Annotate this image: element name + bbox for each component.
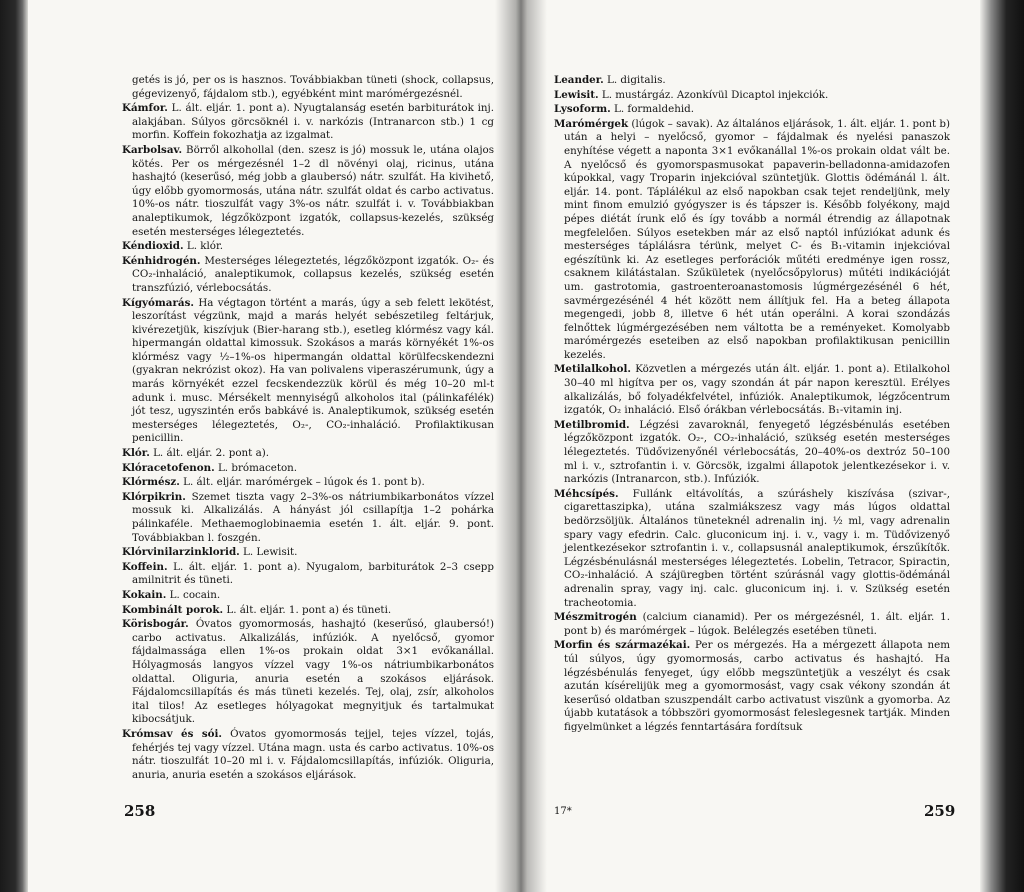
dictionary-entry bbox=[554, 74, 950, 88]
dictionary-entry bbox=[122, 74, 494, 101]
entry-text: Óvatos gyomormosás, hashajtó (keserűsó, glaubersó!) carbo activatus. Alkalizálás, infúziók. A nyelőcső, gyomor fájdalmassága ellen 1%-os prokain oldat 3×1 evőkanállal. Hólyagmosás langyos vízzel vagy 1%-os nátriumbikarbonátos oldattal. Oliguria, anuria esetén a szokásos eljárások. Fájdalomcsillapítás és más tüneti kezelés. Tej, olaj, zsír, alkoholos ital tilos! Az esetleges hólyagokat megnyitjuk és tartalmukat kibocsátjuk. bbox=[132, 618, 494, 726]
entry-headword: Körisbogár. bbox=[122, 618, 189, 631]
dictionary-entry bbox=[122, 462, 494, 476]
entry-headword: Koffein. bbox=[122, 560, 168, 573]
entry-text: L. digitalis. bbox=[607, 74, 666, 86]
entry-text: L. cocain. bbox=[169, 588, 221, 601]
entry-text: Ha végtagon történt a marás, úgy a seb felett lekötést, leszorítást végzünk, majd a marás helyét sebészetileg feltárjuk, kivérezetjük, kiszívjuk (Bier-harang stb.), esetleg klórmész vagy kál. hipermangán oldattal kimossuk. Szokásos a marás környékét 1%-os klórmész vagy ½–1%-os hipermangán oldattal körülfecskendezni (gyakran nekrózist okoz). Ha van polivalens viperaszérumunk, úgy a marás környékét ezzel fecskendezzük körül és még 10–20 ml-t adunk i. musc. Mérsékelt mennyiségű alkoholos ital (pálinkafélék) jót tesz, ugyszintén erős babkávé is. Analeptikumok, szükség esetén mesterséges lélegeztetés, O₂-, CO₂-inhaláció. Profilaktikusan penicillin. bbox=[132, 296, 494, 445]
dictionary-entry bbox=[122, 447, 494, 461]
entry-headword: Méhcsípés. bbox=[554, 487, 619, 500]
entry-headword: Lysoform. bbox=[554, 103, 611, 116]
entry-text: Közvetlen a mérgezés után ált. eljár. 1. pont a). Etilalkohol 30–40 ml higítva per os, vagy szondán át pár napon keresztül. Erélyes alkalizálás, bő folyadékfelvétel, infúziók. Analeptikumok, légzőcentrum izgatók, O₂ inhaláció. Első órákban vérlebocsátás. B₁-vitamin inj. bbox=[564, 363, 950, 417]
left-page bbox=[28, 0, 520, 892]
entry-text: Légzési zavaroknál, fenyegető légzésbénulás esetében légzőközpont izgatók. O₂-, CO₂-inhaláció, szükség esetén mesterséges lélegeztetés. Tüdővizenyőnél vérlebocsátás, 20–40%-os dextróz 50–100 ml i. v., sztrofantin i. v. Görcsök, izgalmi állapotok jelentkezésekor i. v. narkózis (Intranarcon, stb.). Infúziók. bbox=[564, 418, 950, 486]
dictionary-entry bbox=[554, 488, 950, 610]
dictionary-entry bbox=[122, 476, 494, 490]
dictionary-entry bbox=[554, 611, 950, 638]
entry-text: L. formaldehid. bbox=[614, 103, 695, 116]
entry-text: L. ált. eljár. 1. pont a). Nyugalom, barbiturátok 2–3 csepp amilnitrit és tüneti. bbox=[132, 560, 494, 587]
dictionary-entry bbox=[122, 618, 494, 727]
entry-text: L. ált. eljár. marómérgek – lúgok és 1. pont b). bbox=[183, 476, 425, 489]
entry-text: Per os mérgezés. Ha a mérgezett állapota nem túl súlyos, úgy gyomormosás, carbo activatus és hashajtó. Ha légzésbénulás fenyeget, úgy előbb megszüntetjük a veszélyt és csak azután kísérelijük meg a gyomormosást, vagy csak vékony szondán át keserűsó oldatban szuszpendált carbo activatust viszünk a gyomorba. Az újabb kutatások a tóbbszöri gyomormosást feleslegesnek tartják. Minden figyelmünket a légzés fenntartására fordítsuk bbox=[564, 639, 950, 733]
entry-headword: Klórvinilarzinklorid. bbox=[122, 546, 240, 559]
dictionary-entry bbox=[554, 419, 950, 487]
entry-headword: Marómérgek bbox=[554, 117, 629, 130]
entry-text: L. ált. eljár. 2. pont a). bbox=[153, 447, 269, 460]
entry-text: L. Lewisit. bbox=[243, 546, 298, 559]
entry-text: getés is jó, per os is hasznos. Továbbiakban tüneti (shock, collapsus, gégevizenyő, fájdalom stb.), egyébként mint marómérgezésnél. bbox=[132, 74, 494, 100]
left-page-text-column bbox=[122, 74, 494, 783]
entry-text: L. ált. eljár. 1. pont a). Nyugtalanság esetén barbiturátok inj. alakjában. Súlyos görcsöknél i. v. narkózis (Intranarcon stb.) 1 cg morfin. Koffein fokozhatja az izgalmat. bbox=[132, 102, 494, 142]
right-page-text-column bbox=[554, 74, 950, 736]
entry-text: (calcium cianamid). Per os mérgezésnél, 1. ált. eljár. 1. pont b) és marómérgek – lúgok. Belélegzés esetében tüneti. bbox=[564, 611, 950, 637]
page-number-left: 258 bbox=[124, 802, 156, 820]
entry-text: Szemet tiszta vagy 2–3%-os nátriumbikarbonátos vízzel mossuk ki. Alkalizálás. A hányást jól csillapítja 1–2 pohárka pálinkaféle. Methaemoglobinaemia esetén 1. ált. eljár. 9. pont. Továbbiakban l. foszgén. bbox=[132, 490, 494, 544]
entry-text: L. mustárgáz. Azonkívül Dicaptol injekciók. bbox=[601, 88, 829, 101]
dictionary-entry bbox=[122, 728, 494, 782]
entry-text: L. klór. bbox=[186, 240, 224, 253]
entry-headword: Metilalkohol. bbox=[554, 363, 631, 376]
page-number-right: 259 bbox=[924, 802, 956, 820]
entry-headword: Kombinált porok. bbox=[122, 603, 224, 616]
dictionary-entry bbox=[122, 491, 494, 545]
entry-headword: Klórmész. bbox=[122, 476, 180, 489]
entry-headword: Kokain. bbox=[122, 588, 167, 601]
dictionary-entry bbox=[554, 89, 950, 103]
entry-headword: Kéndioxid. bbox=[122, 240, 184, 253]
entry-headword: Lewisit. bbox=[554, 88, 599, 101]
entry-text: Óvatos gyomormosás tejjel, tejes vízzel, tojás, fehérjés tej vagy vízzel. Utána magn. usta és carbo activatus. 10%-os nátr. tioszulfát 10–20 ml i. v. Fájdalomcsillapítás, infúziók. Oliguria, anuria, anuria esetén a szokásos eljárások. bbox=[132, 727, 494, 781]
entry-headword: Klóracetofenon. bbox=[122, 461, 215, 474]
entry-text: L. ált. eljár. 1. pont a) és tüneti. bbox=[226, 603, 392, 616]
dictionary-entry bbox=[122, 102, 494, 143]
entry-headword: Klór. bbox=[122, 447, 150, 460]
dictionary-entry bbox=[554, 639, 950, 734]
dictionary-entry bbox=[122, 604, 494, 618]
dictionary-entry bbox=[554, 103, 950, 117]
signature-mark: 17* bbox=[554, 806, 572, 817]
entry-text: Börről alkohollal (den. szesz is jó) mossuk le, utána olajos kötés. Per os mérgezésnél 1–2 dl növényi olaj, ricinus, utána hashajtó (keserűsó, még jobb a glaubersó) nátr. szulfát. Ha kivihető, úgy előbb gyomormosás, utána nátr. szulfát oldat és carbo activatus. 10%-os nátr. tioszulfát vagy 3%-os nátr. szulfát i. v. Továbbiakban analeptikumok, légzőközpont izgatók, collapsus-kezelés, szükség esetén mesterséges lélegeztetés. bbox=[132, 143, 494, 238]
entry-headword: Krómsav és sói. bbox=[122, 727, 223, 740]
dictionary-entry bbox=[554, 363, 950, 417]
entry-text: L. brómaceton. bbox=[217, 461, 298, 474]
entry-text: Fullánk eltávolítás, a szúráshely kiszívása (szivar-, cigarettaszipka), utána szalmiákszesz vagy más lúgos oldattal bedörzsöljük. Általános tüneteknél adrenalin inj. ½ ml, vagy adrenalin spary vagy efedrin. Calc. gluconicum inj. i. v., vagy i. m. Tüdővizenyő jelentkezésekor sztrofantin i. v., collapsusnál analeptikumok, érszűkítők. Légzésbénulásnál mesterséges lélegeztetés. Lobelin, Tetracor, Spiractin, CO₂-inhaláció. A szájüregben történt szúrásnál vagy glottis-ödémánál adrenalin spray, vagy inj. calc. gluconicum inj. i. v. Szükség esetén tracheotomia. bbox=[564, 487, 950, 609]
dictionary-entry bbox=[122, 589, 494, 603]
entry-headword: Morfin és származékai. bbox=[554, 639, 691, 652]
entry-headword: Kámfor. bbox=[122, 102, 168, 115]
entry-headword: Kénhidrogén. bbox=[122, 254, 201, 267]
entry-headword: Karbolsav. bbox=[122, 143, 183, 156]
scanner-border-right bbox=[980, 0, 1024, 892]
entry-headword: Klórpikrin. bbox=[122, 490, 186, 503]
dictionary-entry bbox=[122, 561, 494, 588]
right-page bbox=[520, 0, 980, 892]
dictionary-entry bbox=[122, 546, 494, 560]
dictionary-entry bbox=[554, 118, 950, 363]
entry-headword: Metilbromid. bbox=[554, 418, 630, 431]
entry-text: Mesterséges lélegeztetés, légzőközpont izgatók. O₂- és CO₂-inhaláció, analeptikumok, collapsus kezelés, szükség esetén transzfúzió, vérlebocsátás. bbox=[132, 254, 494, 294]
dictionary-entry bbox=[122, 144, 494, 239]
dictionary-entry bbox=[122, 255, 494, 296]
scanner-border-left bbox=[0, 0, 28, 892]
entry-headword: Kígyómarás. bbox=[122, 296, 194, 309]
dictionary-entry bbox=[122, 240, 494, 254]
entry-text: (lúgok – savak). Az általános eljárások, 1. ált. eljár. 1. pont b) után a helyi – nyelőcső, gyomor – fájdalmak és nyelési panaszok enyhítése végett a naponta 3×1 evőkanállal 1%-os prokain oldat vált be. A nyelőcső és gyomorspasmusokat papaverin-belladonna-amidazofen kúpokkal, vagy Troparin injekcióval szüntetjük. Glottis ödémánál l. ált. eljár. 14. pont. Táplálékul az első napokban csak tejet rendeljünk, mely mint finom emulzió gyógyszer is és tápszer is. Később folyékony, majd pépes diétát írunk elő és így tovább a normál étrendig az állapotnak megfelelően. Súlyos esetekben már az első naptól infúziókat adunk és mesterséges táplálásra térünk, melyet C- és B₁-vitamin injekcióval egészítünk ki. Az esetleges perforációk műtéti eredménye igen rossz, csaknem kilátástalan. Szűkületek (nyelőcsőpylorus) műtéti indikációját um. gastrotomia, gastroenteroanastomosis lúgmérgezésénél 6 hét, savmérgezésénél 4 hét között nem állítjuk fel. Ha a beteg állapota megengedi, jobb 8, illetve 6 hét után operálni. A korai szondázás felnőttek lúgmérgezésében nem váltotta be a reményeket. Komolyabb marómérgezés eseteiben az első napokban profilaktikusan penicillin kezelés. bbox=[564, 117, 950, 361]
dictionary-entry bbox=[122, 297, 494, 447]
entry-headword: Leander. bbox=[554, 74, 604, 86]
entry-headword: Mészmitrogén bbox=[554, 611, 637, 624]
